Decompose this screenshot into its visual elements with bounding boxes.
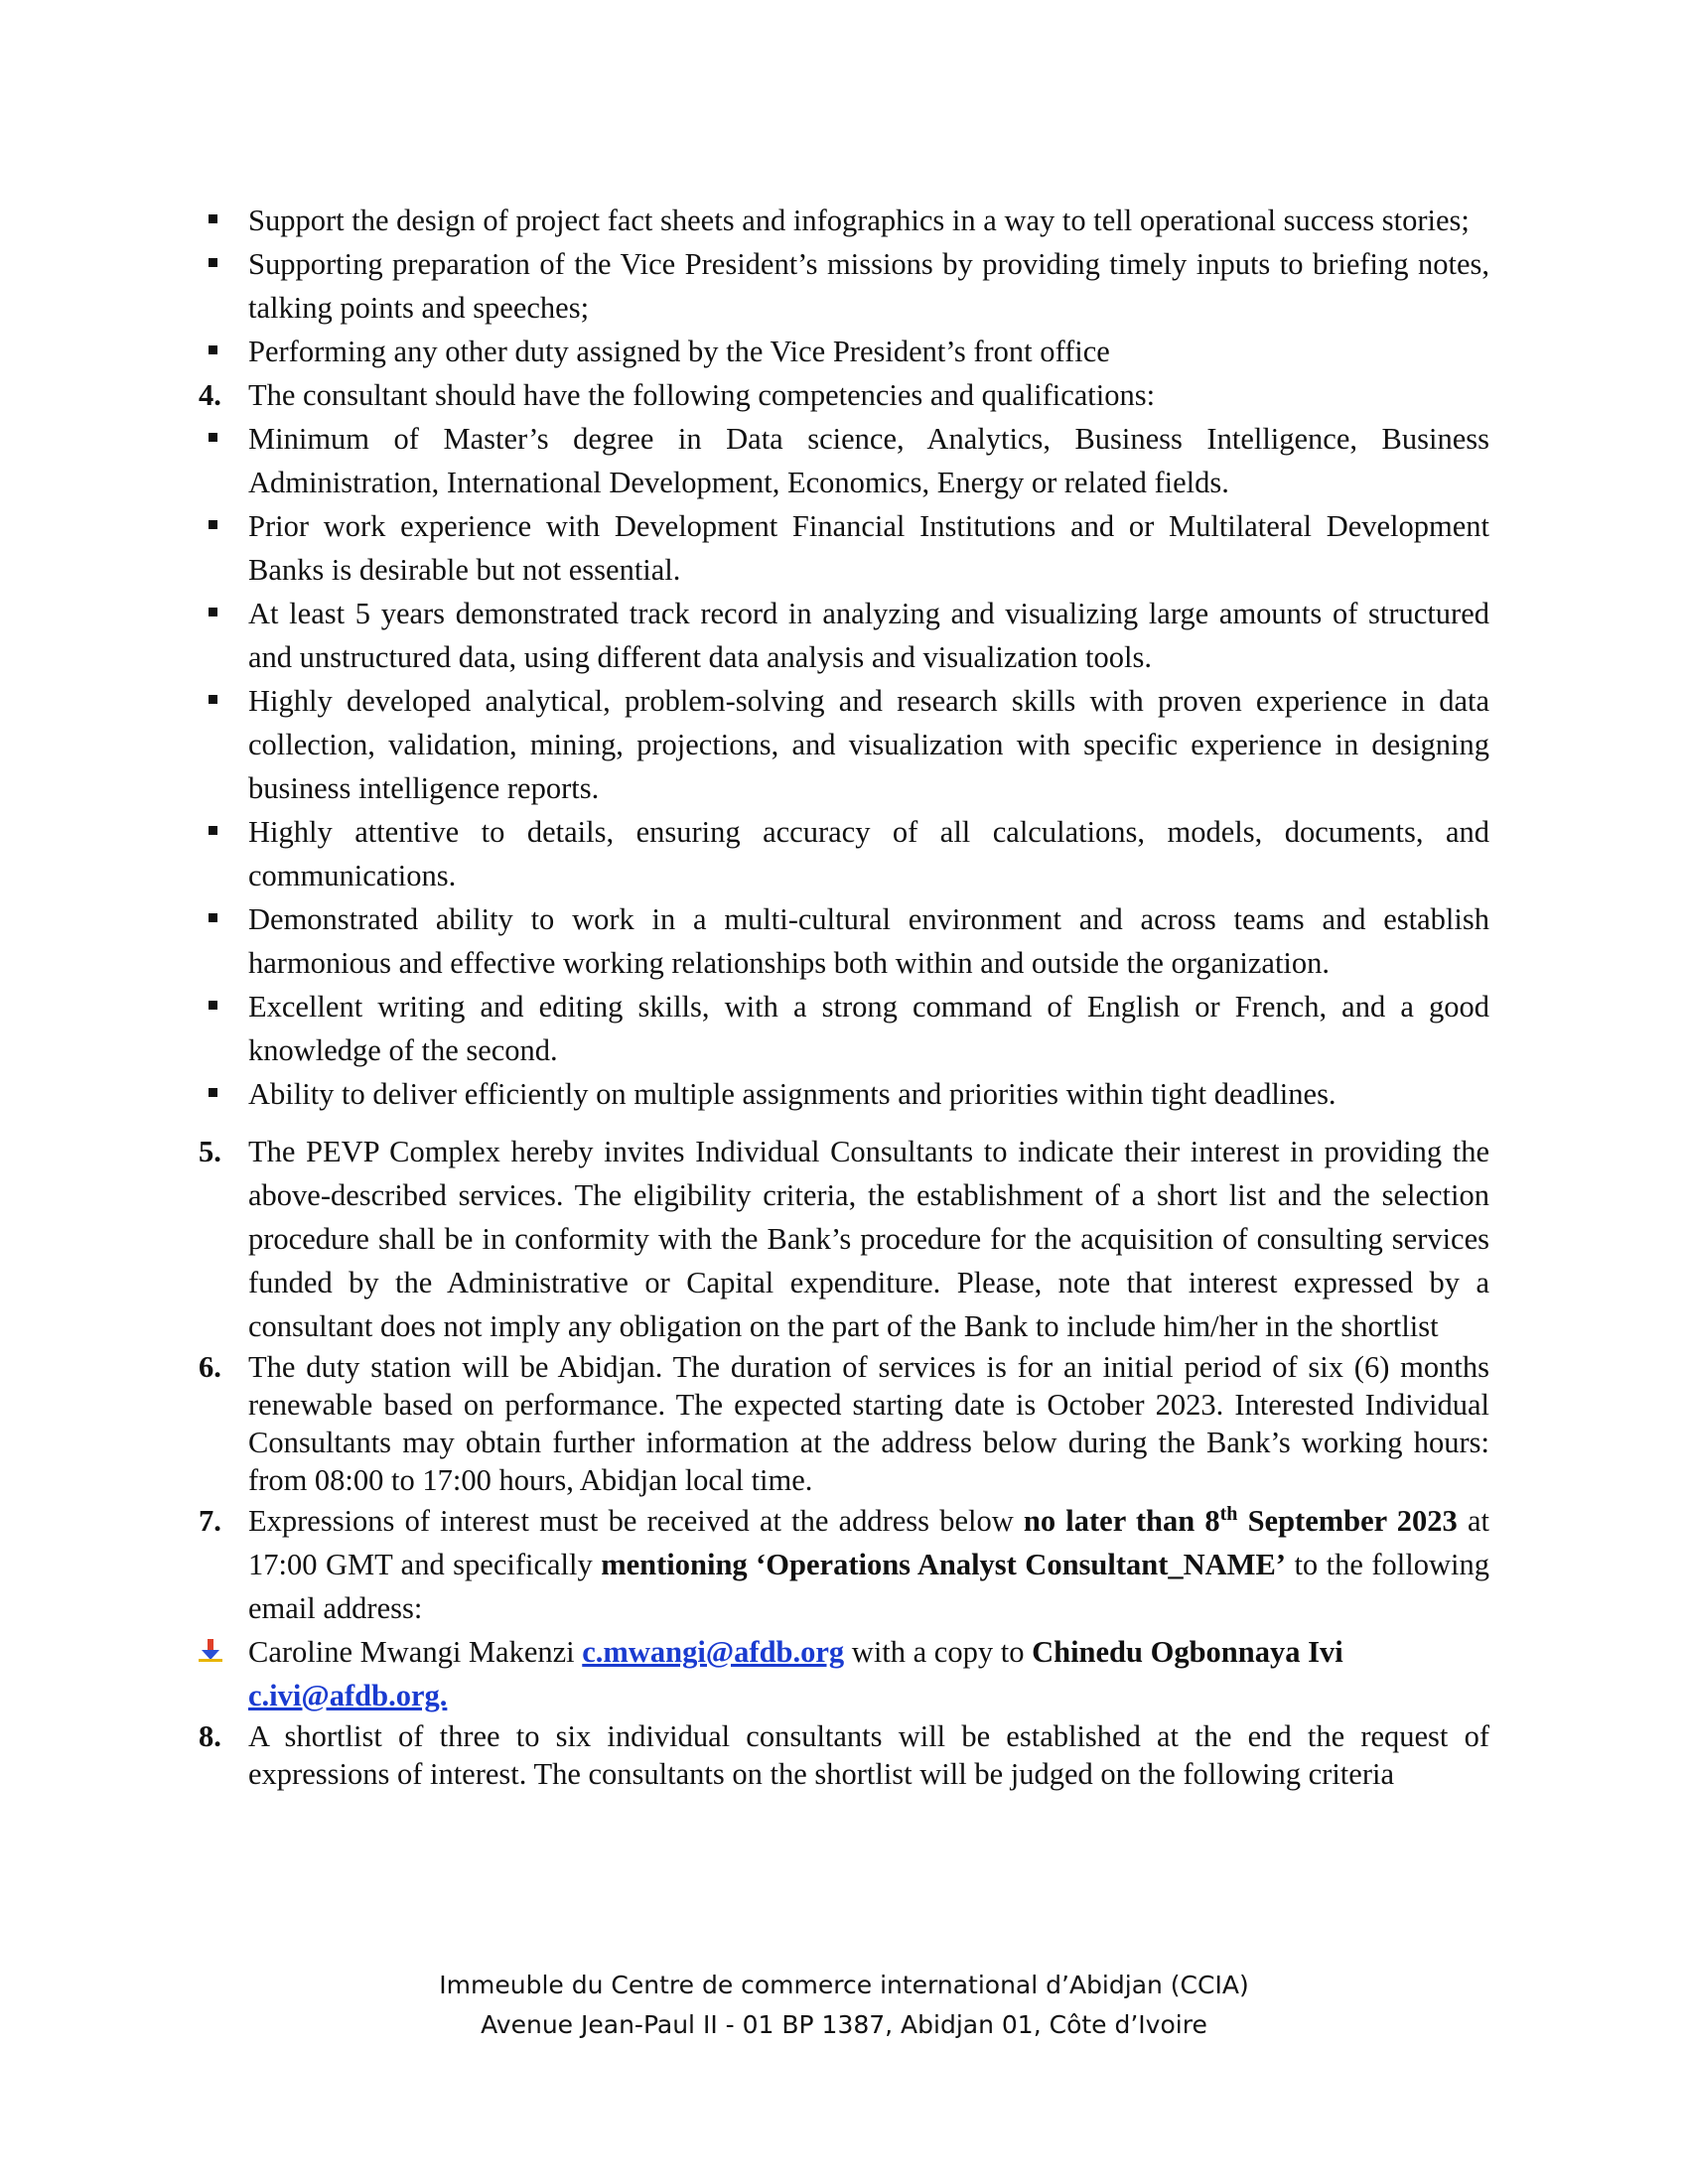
list-item: At least 5 years demonstrated track record in analyzing and visualizing large amounts of structured and unstructured data, using different data analysis and visualization tools. xyxy=(248,592,1489,679)
top-bullet-list xyxy=(199,199,1489,373)
page-footer xyxy=(0,1966,1688,2045)
list-item: Performing any other duty assigned by the Vice President’s front office xyxy=(248,330,1489,373)
item-text: The consultant should have the following competencies and qualifications: xyxy=(248,378,1156,412)
text-run: to the following email address: xyxy=(248,1548,1489,1625)
contact-name-copy: Chinedu Ogbonnaya Ivi xyxy=(1032,1635,1343,1669)
item-text: A shortlist of three to six individual consultants will be established at the end the request of expressions of interest. The consultants on the shortlist will be judged on the following criteria xyxy=(248,1719,1489,1791)
text-run: at 17:00 GMT and specifically xyxy=(248,1504,1489,1581)
deadline-text-cont: September 2023 xyxy=(1237,1504,1458,1538)
item-text: The duty station will be Abidjan. The duration of services is for an initial period of six (6) months renewable based on performance. The expected starting date is October 2023. Interested Individual Consultants may obtain further information at the address below during the Bank’s working hours: from 08:00 to 17:00 hours, Abidjan local time. xyxy=(248,1350,1489,1497)
text-run: Expressions of interest must be received at the address below xyxy=(248,1504,1024,1538)
item-number: 5. xyxy=(199,1135,221,1168)
numbered-item-8 xyxy=(199,1717,1489,1793)
subject-line-text: mentioning ‘Operations Analyst Consultant_NAME’ xyxy=(601,1548,1286,1581)
email-link-primary[interactable]: c.mwangi@afdb.org xyxy=(582,1635,845,1669)
footer-address-line-2: Avenue Jean-Paul II - 01 BP 1387, Abidjan 01, Côte d’Ivoire xyxy=(481,2010,1207,2039)
numbered-item-5 xyxy=(199,1130,1489,1348)
numbered-item-6 xyxy=(199,1348,1489,1499)
deadline-text: no later than 8 xyxy=(1023,1504,1220,1538)
email-link-copy[interactable]: c.ivi@afdb.org. xyxy=(248,1679,448,1712)
qualifications-list xyxy=(199,417,1489,1116)
document-body xyxy=(199,199,1489,1793)
item-number: 6. xyxy=(199,1350,221,1384)
list-item: Highly developed analytical, problem-solving and research skills with proven experience in data collection, validation, mining, projections, and visualization with specific experience in designing business intelligence reports. xyxy=(248,679,1489,810)
list-item: Minimum of Master’s degree in Data science, Analytics, Business Intelligence, Business Administration, International Development, Economics, Energy or related fields. xyxy=(248,417,1489,504)
arrow-down-bullet-icon xyxy=(199,1638,222,1662)
list-item: Prior work experience with Development Financial Institutions and or Multilateral Development Banks is desirable but not essential. xyxy=(248,504,1489,592)
contact-name: Caroline Mwangi Makenzi xyxy=(248,1635,583,1669)
list-item: Support the design of project fact sheets and infographics in a way to tell operational success stories; xyxy=(248,199,1489,242)
item-number: 4. xyxy=(199,378,221,412)
list-item: Supporting preparation of the Vice President’s missions by providing timely inputs to briefing notes, talking points and speeches; xyxy=(248,242,1489,330)
footer-address-line-1: Immeuble du Centre de commerce international d’Abidjan (CCIA) xyxy=(439,1971,1249,1999)
list-item: Highly attentive to details, ensuring accuracy of all calculations, models, documents, and communications. xyxy=(248,810,1489,897)
item-text: The PEVP Complex hereby invites Individual Consultants to indicate their interest in providing the above-described services. The eligibility criteria, the establishment of a short list and the selection procedure shall be in conformity with the Bank’s procedure for the acquisition of consulting services funded by the Administrative or Capital expenditure. Please, note that interest expressed by a consultant does not imply any obligation on the part of the Bank to include him/her in the shortlist xyxy=(248,1135,1489,1343)
item-number: 8. xyxy=(199,1719,221,1753)
text-run: with a copy to xyxy=(844,1635,1033,1669)
contact-entry xyxy=(199,1630,1489,1717)
item-number: 7. xyxy=(199,1504,221,1538)
numbered-item-7 xyxy=(199,1499,1489,1630)
list-item: Demonstrated ability to work in a multi-cultural environment and across teams and establish harmonious and effective working relationships both within and outside the organization. xyxy=(248,897,1489,985)
ordinal-suffix: th xyxy=(1219,1502,1238,1525)
numbered-item-4 xyxy=(199,373,1489,417)
item-text xyxy=(248,1504,1489,1625)
list-item: Excellent writing and editing skills, with a strong command of English or French, and a good knowledge of the second. xyxy=(248,985,1489,1072)
list-item: Ability to deliver efficiently on multiple assignments and priorities within tight deadlines. xyxy=(248,1072,1489,1116)
